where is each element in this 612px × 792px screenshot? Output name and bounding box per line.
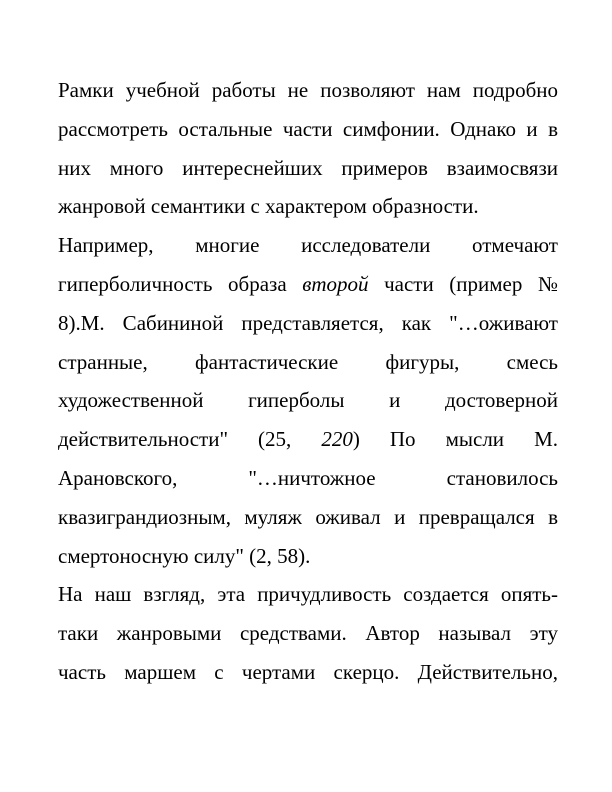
emphasis-text: 220: [321, 427, 353, 452]
text-line: часть маршем с чертами скерцо. Действительно,: [58, 659, 558, 684]
text-line: Например, многие исследователи отмечают: [58, 233, 558, 258]
text-segment: действительности" (25,: [58, 427, 322, 452]
text-line: Рамки учебной работы не позволяют нам подробно: [58, 78, 558, 102]
text-line: художественной гиперболы и достоверной: [58, 388, 558, 413]
emphasis-text: второй: [302, 271, 369, 296]
text-segment: ) По мысли М.: [352, 427, 558, 452]
paragraph-3: [58, 575, 558, 691]
text-line: жанровой семантики с характером образности.: [58, 194, 479, 219]
paragraph-1: [58, 71, 558, 226]
text-line: таки жанровыми средствами. Автор называл эту: [58, 621, 558, 646]
text-line: странные, фантастические фигуры, смесь: [58, 349, 558, 374]
text-line: рассмотреть остальные части симфонии. Однако и в: [58, 116, 558, 141]
text-segment: гиперболичность образа: [58, 271, 303, 296]
text-line-with-emphasis: [58, 265, 558, 304]
text-line: Арановского, "…ничтожное становилось: [58, 465, 558, 490]
document-page: [58, 71, 558, 692]
text-line: них много интереснейших примеров взаимосвязи: [58, 155, 558, 180]
text-line-with-emphasis: [58, 420, 558, 459]
text-line: смертоносную силу" (2, 58).: [58, 543, 311, 568]
text-line: 8).М. Сабининой представляется, как "…оживают: [58, 310, 558, 335]
text-line: квазиграндиозным, муляж оживал и превращался в: [58, 504, 558, 529]
paragraph-2: [58, 226, 558, 575]
text-line: На наш взгляд, эта причудливость создается опять-: [58, 582, 558, 607]
text-segment: части (пример №: [368, 271, 559, 296]
